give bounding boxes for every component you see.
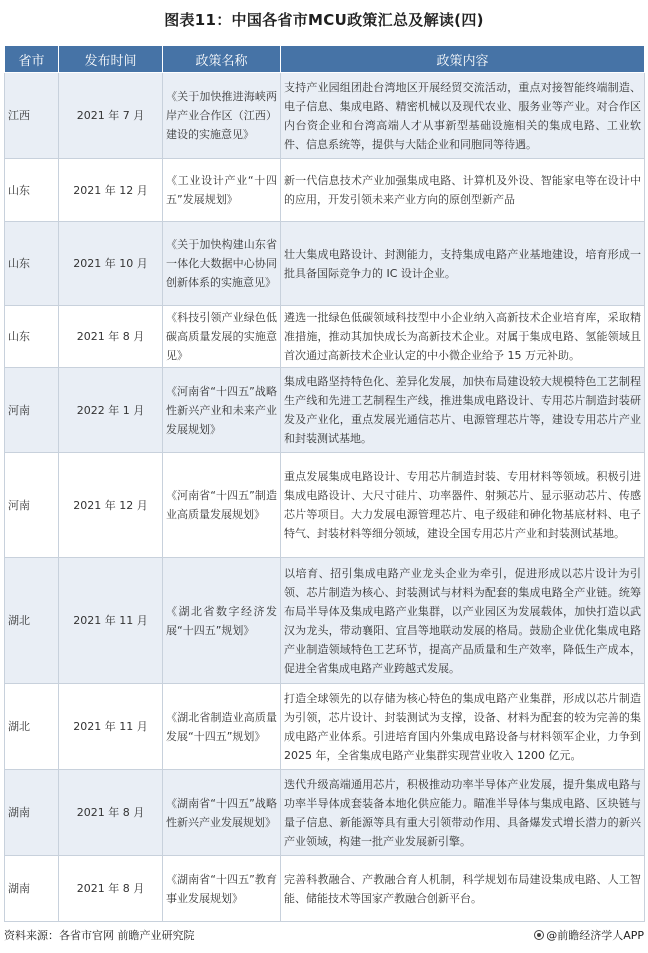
cell-province: 江西 [5, 73, 59, 159]
table-row [5, 770, 645, 856]
cell-province: 河南 [5, 453, 59, 558]
cell-policy-content: 支持产业园组团赴台湾地区开展经贸交流活动，重点对接智能终端制造、电子信息、集成电路、精密机械以及现代农业、服务业等产业。对合作区内台资企业和台湾高端人才从事新型基础设施相关的集成电路、工业软件、信息系统等，提供与大陆企业和同胞同等待遇。 [281, 73, 645, 159]
table-row [5, 453, 645, 558]
cell-province: 山东 [5, 222, 59, 306]
cell-policy-name: 《河南省“十四五”战略性新兴产业和未来产业发展规划》 [163, 368, 281, 453]
brand-credit [534, 927, 644, 943]
cell-date: 2021 年 8 月 [59, 770, 163, 856]
cell-policy-content: 重点发展集成电路设计、专用芯片制造封装、专用材料等领域。积极引进集成电路设计、大尺寸硅片、功率器件、射频芯片、显示驱动芯片、传感芯片等项目。大力发展电源管理芯片、电子级硅和砷化物基底材料、电子特气、封装材料等细分领域，建设全国专用芯片产业和封装测试基地。 [281, 453, 645, 558]
cell-policy-name: 《湖北省制造业高质量发展“十四五”规划》 [163, 684, 281, 770]
cell-province: 湖北 [5, 558, 59, 684]
source-note: 资料来源：各省市官网 前瞻产业研究院 [4, 929, 195, 942]
cell-date: 2021 年 8 月 [59, 856, 163, 922]
header-policy-name: 政策名称 [163, 46, 281, 73]
table-row [5, 856, 645, 922]
cell-policy-content: 遴选一批绿色低碳领域科技型中小企业纳入高新技术企业培育库，采取精准措施，推动其加快成长为高新技术企业。对属于集成电路、氢能领域且首次通过高新技术企业认定的中小微企业给予 15 万元补助。 [281, 306, 645, 368]
cell-policy-content: 集成电路坚持特色化、差异化发展，加快布局建设较大规模特色工艺制程生产线和先进工艺制程生产线，推进集成电路设计、专用芯片制造封装研发及产业化，重点发展光通信芯片、电源管理芯片等，建设专用芯片产业和封装测试基地。 [281, 368, 645, 453]
table-row [5, 222, 645, 306]
table-row [5, 558, 645, 684]
cell-policy-name: 《湖南省“十四五”教育事业发展规划》 [163, 856, 281, 922]
cell-policy-name: 《科技引领产业绿色低碳高质量发展的实施意见》 [163, 306, 281, 368]
cell-policy-name: 《河南省“十四五”制造业高质量发展规划》 [163, 453, 281, 558]
policy-table [4, 45, 645, 922]
table-header-row [5, 46, 645, 73]
cell-policy-content: 打造全球领先的以存储为核心特色的集成电路产业集群，形成以芯片制造为引领，芯片设计、封装测试为支撑，设备、材料为配套的较为完善的集成电路产业体系。引进培育国内外集成电路设备与材料领军企业，力争到 2025 年，全省集成电路产业集群实现营业收入 1200 亿元。 [281, 684, 645, 770]
cell-date: 2021 年 11 月 [59, 558, 163, 684]
cell-policy-name: 《关于加快推进海峡两岸产业合作区（江西）建设的实施意见》 [163, 73, 281, 159]
header-policy-content: 政策内容 [281, 46, 645, 73]
cell-province: 湖南 [5, 856, 59, 922]
cell-province: 河南 [5, 368, 59, 453]
header-province: 省市 [5, 46, 59, 73]
table-row [5, 159, 645, 222]
cell-date: 2021 年 8 月 [59, 306, 163, 368]
cell-policy-content: 完善科教融合、产教融合育人机制，科学规划布局建设集成电路、人工智能、储能技术等国家产教融合创新平台。 [281, 856, 645, 922]
table-row [5, 684, 645, 770]
chart-title: 图表11：中国各省市MCU政策汇总及解读(四) [164, 11, 484, 29]
table-row [5, 368, 645, 453]
cell-policy-content: 以培育、招引集成电路产业龙头企业为牵引，促进形成以芯片设计为引领、芯片制造为核心、封装测试与材料为配套的集成电路全产业链。统筹布局半导体及集成电路产业集群，以产业园区为发展载体，加快打造以武汉为龙头，带动襄阳、宜昌等地联动发展的格局。鼓励企业优化集成电路产业制造领域特色工艺环节，提高产品质量和生产效率，降低生产成本，促进全省集成电路产业跨越式发展。 [281, 558, 645, 684]
cell-province: 湖南 [5, 770, 59, 856]
cell-date: 2021 年 12 月 [59, 453, 163, 558]
brand-logo-icon [534, 930, 544, 940]
cell-policy-name: 《湖南省“十四五”战略性新兴产业发展规划》 [163, 770, 281, 856]
cell-policy-content: 新一代信息技术产业加强集成电路、计算机及外设、智能家电等在设计中的应用，开发引领未来产业方向的原创型新产品 [281, 159, 645, 222]
table-row [5, 306, 645, 368]
cell-policy-content: 壮大集成电路设计、封测能力，支持集成电路产业基地建设，培育形成一批具备国际竞争力的 IC 设计企业。 [281, 222, 645, 306]
cell-policy-name: 《湖北省数字经济发展“十四五”规划》 [163, 558, 281, 684]
table-row [5, 73, 645, 159]
cell-date: 2021 年 11 月 [59, 684, 163, 770]
cell-date: 2021 年 7 月 [59, 73, 163, 159]
cell-policy-content: 迭代升级高端通用芯片，积极推动功率半导体产业发展，提升集成电路与功率半导体成套装备本地化供应能力。瞄准半导体与集成电路、区块链与量子信息、新能源等具有重大引领带动作用、具备爆发式增长潜力的新兴产业领域，构建一批产业发展新引擎。 [281, 770, 645, 856]
cell-date: 2022 年 1 月 [59, 368, 163, 453]
cell-policy-name: 《关于加快构建山东省一体化大数据中心协同创新体系的实施意见》 [163, 222, 281, 306]
header-date: 发布时间 [59, 46, 163, 73]
cell-date: 2021 年 12 月 [59, 159, 163, 222]
brand-text: @前瞻经济学人APP [546, 929, 644, 942]
cell-province: 湖北 [5, 684, 59, 770]
cell-policy-name: 《工业设计产业“十四五”发展规划》 [163, 159, 281, 222]
cell-date: 2021 年 10 月 [59, 222, 163, 306]
cell-province: 山东 [5, 159, 59, 222]
cell-province: 山东 [5, 306, 59, 368]
